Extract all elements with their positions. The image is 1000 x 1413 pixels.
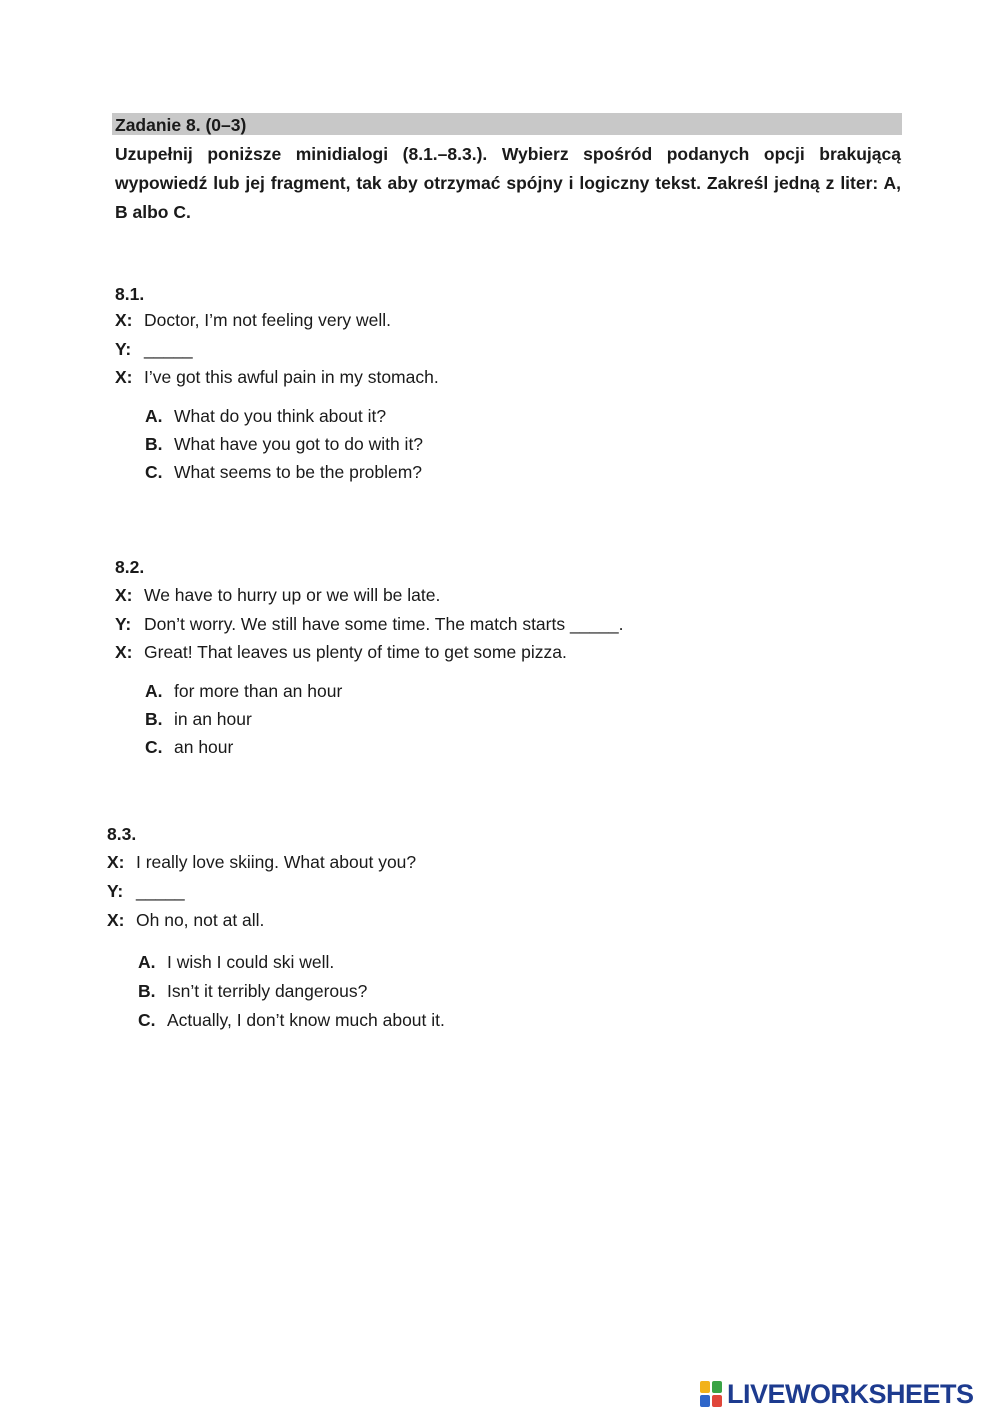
option-letter[interactable]: B. xyxy=(138,981,156,1001)
dialogue-line xyxy=(107,880,185,902)
dialogue-text: I’ve got this awful pain in my stomach. xyxy=(144,367,439,387)
speaker-label: X: xyxy=(107,910,125,930)
logo-square-icon xyxy=(712,1395,722,1407)
option-letter[interactable]: B. xyxy=(145,434,163,454)
dialogue-line xyxy=(115,309,391,331)
answer-option[interactable] xyxy=(138,980,367,1002)
speaker-label: X: xyxy=(115,310,133,330)
answer-option[interactable] xyxy=(145,680,342,702)
answer-option[interactable] xyxy=(145,708,252,730)
answer-option[interactable] xyxy=(145,405,386,427)
logo-square-icon xyxy=(700,1395,710,1407)
option-text: in an hour xyxy=(174,709,252,729)
question-number: 8.2. xyxy=(115,557,145,577)
logo-square-icon xyxy=(700,1381,710,1393)
answer-option[interactable] xyxy=(145,736,233,758)
option-text: Isn’t it terribly dangerous? xyxy=(167,981,368,1001)
option-letter[interactable]: C. xyxy=(145,462,163,482)
question-number: 8.1. xyxy=(115,284,145,304)
dialogue-text: Doctor, I’m not feeling very well. xyxy=(144,310,392,330)
dialogue-text: Great! That leaves us plenty of time to get some pizza. xyxy=(144,642,567,662)
dialogue-text: Oh no, not at all. xyxy=(136,910,265,930)
option-text: What seems to be the problem? xyxy=(174,462,423,482)
speaker-label: Y: xyxy=(107,881,124,901)
option-letter[interactable]: C. xyxy=(138,1010,156,1030)
dialogue-line xyxy=(115,613,624,635)
brand-text: LIVEWORKSHEETS xyxy=(727,1379,974,1409)
dialogue-text: I really love skiing. What about you? xyxy=(136,852,417,872)
option-letter[interactable]: B. xyxy=(145,709,163,729)
answer-blank: _____ xyxy=(144,339,193,359)
task-title: Zadanie 8. (0–3) xyxy=(115,115,247,135)
task-instructions: Uzupełnij poniższe minidialogi (8.1.–8.3.). Wybierz spośród podanych opcji brakującą wypowiedź lub jej fragment, tak aby otrzymać spójny i logiczny tekst. Zakreśl jedną z liter: A, B albo C. xyxy=(115,144,901,222)
answer-option[interactable] xyxy=(138,1009,445,1031)
option-letter[interactable]: A. xyxy=(145,681,163,701)
speaker-label: Y: xyxy=(115,614,132,634)
question-number: 8.3. xyxy=(107,824,137,844)
option-letter[interactable]: A. xyxy=(138,952,156,972)
dialogue-text: We have to hurry up or we will be late. xyxy=(144,585,441,605)
dialogue-line xyxy=(107,851,416,873)
speaker-label: Y: xyxy=(115,339,132,359)
option-letter[interactable]: C. xyxy=(145,737,163,757)
answer-blank: _____ xyxy=(136,881,185,901)
option-text: What have you got to do with it? xyxy=(174,434,424,454)
option-text: for more than an hour xyxy=(174,681,343,701)
dialogue-line xyxy=(115,641,567,663)
dialogue-text: Don’t worry. We still have some time. The match starts _____. xyxy=(144,614,624,634)
option-text: Actually, I don’t know much about it. xyxy=(167,1010,445,1030)
option-text: What do you think about it? xyxy=(174,406,387,426)
speaker-label: X: xyxy=(107,852,125,872)
dialogue-line xyxy=(107,909,264,931)
dialogue-line xyxy=(115,366,439,388)
liveworksheets-brand xyxy=(700,1380,974,1408)
option-text: I wish I could ski well. xyxy=(167,952,335,972)
answer-option[interactable] xyxy=(145,461,422,483)
speaker-label: X: xyxy=(115,367,133,387)
liveworksheets-logo-icon xyxy=(700,1381,722,1407)
dialogue-line xyxy=(115,584,440,606)
answer-option[interactable] xyxy=(145,433,423,455)
option-text: an hour xyxy=(174,737,234,757)
logo-square-icon xyxy=(712,1381,722,1393)
dialogue-line xyxy=(115,338,193,360)
speaker-label: X: xyxy=(115,585,133,605)
answer-option[interactable] xyxy=(138,951,334,973)
option-letter[interactable]: A. xyxy=(145,406,163,426)
speaker-label: X: xyxy=(115,642,133,662)
